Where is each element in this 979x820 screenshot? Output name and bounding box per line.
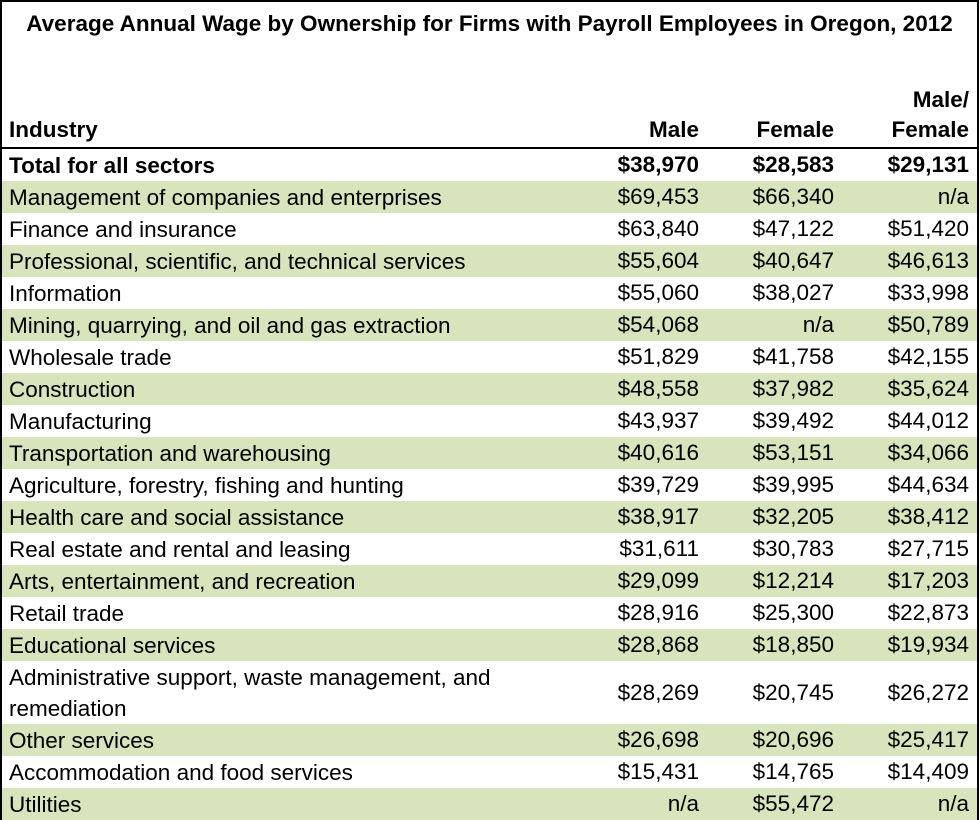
table-row [2,724,977,756]
female-wage-cell: $66,340 [752,184,834,209]
male-female-wage-cell: n/a [937,791,969,816]
column-header-industry: Industry [9,117,98,142]
column-header-male-female [891,85,969,145]
table-row [2,341,977,373]
industry-cell: Utilities [9,791,82,817]
male-female-wage-cell: $38,412 [887,504,969,529]
male-wage-cell: $69,453 [617,184,699,209]
male-female-wage-cell: $27,715 [887,536,969,561]
table-row [2,181,977,213]
female-wage-cell: $14,765 [752,759,834,784]
female-wage-cell: $25,300 [752,600,834,625]
male-wage-cell: $15,431 [617,759,699,784]
male-female-wage-cell: $17,203 [887,568,969,593]
male-wage-cell: $38,917 [617,504,699,529]
male-wage-cell: $28,269 [617,679,699,705]
male-female-wage-cell: n/a [937,184,969,209]
column-header-male: Male [648,117,699,142]
table-row [2,469,977,501]
male-female-wage-cell: $33,998 [887,280,969,305]
male-female-wage-cell: $19,934 [887,632,969,657]
male-female-wage-cell: $25,417 [887,727,969,752]
industry-cell: Manufacturing [9,408,152,434]
table-row [2,788,977,820]
female-wage-cell: $39,492 [752,408,834,433]
male-female-wage-cell: $26,272 [887,679,969,705]
male-wage-cell: n/a [667,791,699,816]
industry-cell: Accommodation and food services [9,759,353,785]
male-wage-cell: $38,970 [617,152,699,177]
column-header-female: Female [756,117,834,142]
table-row [2,661,977,724]
industry-cell: Professional, scientific, and technical services [9,248,466,274]
total-row [2,149,977,181]
male-female-wage-cell: $35,624 [887,376,969,401]
male-wage-cell: $55,060 [617,280,699,305]
male-wage-cell: $29,099 [617,568,699,593]
industry-cell: Mining, quarrying, and oil and gas extraction [9,312,451,338]
table-row [2,277,977,309]
industry-cell: Arts, entertainment, and recreation [9,568,356,594]
table-row [2,629,977,661]
industry-cell: Administrative support, waste management, and remediation [9,664,491,721]
male-female-wage-cell: $22,873 [887,600,969,625]
industry-cell: Total for all sectors [9,152,215,178]
female-wage-cell: $37,982 [752,376,834,401]
female-wage-cell: $20,696 [752,727,834,752]
female-wage-cell: $20,745 [752,679,834,705]
table-row [2,245,977,277]
male-female-wage-cell: $42,155 [887,344,969,369]
industry-cell: Finance and insurance [9,216,237,242]
industry-cell: Wholesale trade [9,344,172,370]
industry-cell: Construction [9,376,136,402]
male-wage-cell: $54,068 [617,312,699,337]
male-wage-cell: $48,558 [617,376,699,401]
industry-cell: Transportation and warehousing [9,440,331,466]
male-female-wage-cell: $44,634 [887,472,969,497]
female-wage-cell: $47,122 [752,216,834,241]
female-wage-cell: $40,647 [752,248,834,273]
table-row [2,405,977,437]
male-wage-cell: $40,616 [617,440,699,465]
male-wage-cell: $26,698 [617,727,699,752]
male-female-wage-cell: $29,131 [887,152,969,177]
table-row [2,756,977,788]
industry-cell: Other services [9,727,155,753]
female-wage-cell: $41,758 [752,344,834,369]
female-wage-cell: $32,205 [752,504,834,529]
industry-cell: Real estate and rental and leasing [9,536,351,562]
table-row [2,373,977,405]
column-header-male-female-line1: Male/ [912,87,969,112]
table-row [2,597,977,629]
male-wage-cell: $63,840 [617,216,699,241]
male-female-wage-cell: $14,409 [887,759,969,784]
table-row [2,309,977,341]
table-row [2,501,977,533]
column-header-male-female-line2: Female [891,117,969,142]
table-body [2,149,977,820]
male-female-wage-cell: $44,012 [887,408,969,433]
industry-cell: Information [9,280,122,306]
male-wage-cell: $51,829 [617,344,699,369]
female-wage-cell: $18,850 [752,632,834,657]
male-female-wage-cell: $50,789 [887,312,969,337]
table-row [2,565,977,597]
industry-cell: Educational services [9,632,216,658]
female-wage-cell: $28,583 [752,152,834,177]
female-wage-cell: $53,151 [752,440,834,465]
female-wage-cell: n/a [802,312,834,337]
female-wage-cell: $39,995 [752,472,834,497]
male-wage-cell: $39,729 [617,472,699,497]
female-wage-cell: $30,783 [752,536,834,561]
male-wage-cell: $28,868 [617,632,699,657]
male-wage-cell: $55,604 [617,248,699,273]
industry-cell: Retail trade [9,600,125,626]
male-female-wage-cell: $51,420 [887,216,969,241]
table-row [2,437,977,469]
table-row [2,213,977,245]
industry-cell: Agriculture, forestry, fishing and hunting [9,472,404,498]
table-title: Average Annual Wage by Ownership for Firms with Payroll Employees in Oregon, 2012 [26,11,953,36]
male-female-wage-cell: $46,613 [887,248,969,273]
female-wage-cell: $12,214 [752,568,834,593]
female-wage-cell: $55,472 [752,791,834,816]
male-wage-cell: $43,937 [617,408,699,433]
male-female-wage-cell: $34,066 [887,440,969,465]
male-wage-cell: $31,611 [619,536,699,561]
female-wage-cell: $38,027 [752,280,834,305]
industry-cell: Health care and social assistance [9,504,345,530]
industry-cell: Management of companies and enterprises [9,184,442,210]
male-wage-cell: $28,916 [617,600,699,625]
table-row [2,533,977,565]
